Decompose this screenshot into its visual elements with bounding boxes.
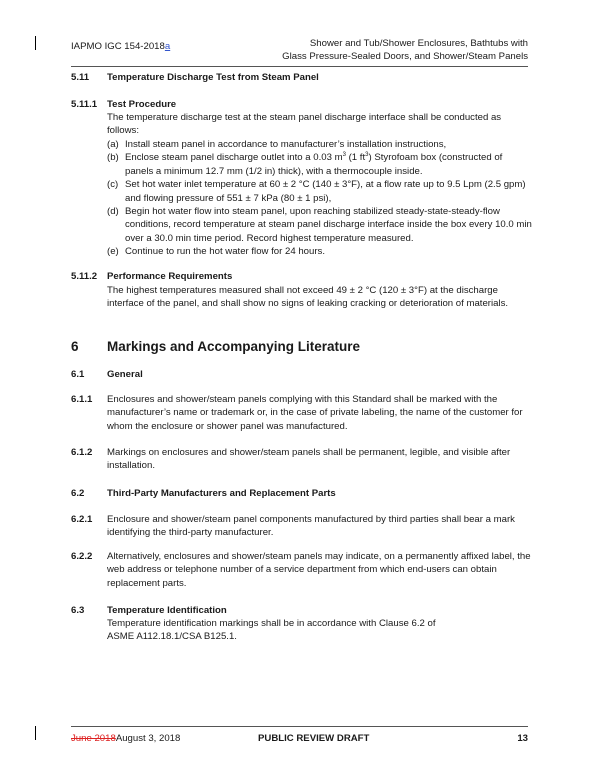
superscript-3: 3 [365,152,369,159]
section-6-number: 6 [71,339,79,354]
list-item-text-mid: (1 ft [345,152,366,164]
section-6-2-1-number: 6.2.1 [71,514,93,525]
section-6-3-line1: Temperature identification markings shall be in accordance with Clause 6.2 of [107,618,436,629]
list-item-label: (b) [107,152,119,164]
section-6-2-2-text: Alternatively, enclosures and shower/steam panels may indicate, on a permanently affixed label, the web address or telephone number of a service department from which end-users can obtain replacement parts. [107,551,531,589]
list-item [107,245,532,258]
list-item-text: Install steam panel in accordance to manufacturer’s installation instructions, [125,139,447,150]
section-5-11-1-number: 5.11.1 [71,99,98,110]
header-doc-id-insert: a [164,41,171,52]
list-item-label: (a) [107,139,119,150]
change-bar-top [35,36,36,50]
footer-status: PUBLIC REVIEW DRAFT [258,733,370,744]
list-item [107,138,532,151]
header-title-line2: Glass Pressure-Sealed Doors, and Shower/Steam Panels [282,51,528,63]
list-item-text: Continue to run the hot water flow for 24 hours. [125,246,325,258]
header-rule [71,66,528,67]
section-6-title: Markings and Accompanying Literature [107,339,361,354]
header-title-line1: Shower and Tub/Shower Enclosures, Bathtubs with [309,38,528,49]
footer-date [71,732,180,745]
section-6-2-number: 6.2 [71,488,85,499]
header-doc-id-text: IAPMO IGC 154-2018 [71,41,165,52]
change-bar-bottom [35,726,36,740]
section-6-2-1-text: Enclosure and shower/steam panel components manufactured by third parties shall bear a mark identifying the third-party manufacturer. [107,514,515,539]
footer-date-inserted: August 3, 2018 [115,733,181,744]
section-5-11-number: 5.11 [71,72,90,83]
list-item [107,151,532,178]
header-title [228,37,528,64]
list-item [107,178,532,205]
section-5-11-2-text: The highest temperatures measured shall not exceed 49 ± 2 °C (120 ± 3°F) at the discharge interface of the panel, and shall show no signs of leaking cracking or deterioration of materials. [107,285,509,310]
list-item-text: Begin hot water flow into steam panel, upon reaching stabilized steady-state-steady-flow conditions, record temperature at steam panel discharge interface inside the box every 10.0 min over a 30.0 min time period. Record highest temperature measured. [125,206,532,244]
list-item-label: (d) [107,206,119,218]
list-item-label: (c) [107,179,119,191]
section-5-11-1-title: Test Procedure [107,99,177,110]
list-item-text: Set hot water inlet temperature at 60 ± 2 °C (140 ± 3°F), at a flow rate up to 9.5 Lpm (2.5 gpm) and flowing pressure of 551 ± 7 kPa (80 ± 1 psi), [125,179,526,204]
section-5-11-title: Temperature Discharge Test from Steam Panel [107,72,319,83]
section-5-11-2-number: 5.11.2 [71,271,98,282]
test-procedure-list [107,138,532,259]
section-5-11-1-intro: The temperature discharge test at the steam panel discharge interface shall be conducted as follows: [107,112,502,137]
section-6-1-title: General [107,369,143,380]
section-6-2-2-number: 6.2.2 [71,551,93,562]
section-6-3-title: Temperature Identification [107,605,227,616]
list-item-label: (e) [107,246,119,258]
list-item [107,205,532,245]
superscript-3: 3 [342,152,346,159]
list-item-text-post: ) Styrofoam box (constructed of panels a minimum 12.7 mm (1/2 in) thick), with a thermocouple inside. [125,152,503,177]
header-doc-id [71,40,170,53]
footer-rule [71,726,528,727]
section-6-2-title: Third-Party Manufacturers and Replacement Parts [107,488,336,499]
section-6-1-number: 6.1 [71,369,85,380]
section-6-1-1-text: Enclosures and shower/steam panels complying with this Standard shall be marked with the manufacturer’s name or trademark or, in the case of private labeling, the name of the customer for whom the enclosure or shower panel was manufactured. [107,394,523,432]
section-6-3-line2: ASME A112.18.1/CSA B125.1. [107,631,237,642]
footer-date-deleted: June 2018 [71,733,116,744]
list-item-text-pre: Enclose steam panel discharge outlet into a 0.03 m [125,152,343,164]
page-number: 13 [517,733,528,744]
section-6-3-number: 6.3 [71,605,85,616]
section-6-1-2-number: 6.1.2 [71,447,93,458]
section-6-1-1-number: 6.1.1 [71,394,93,405]
section-6-1-2-text: Markings on enclosures and shower/steam panels shall be permanent, legible, and visible after installation. [107,447,511,472]
section-5-11-2-title: Performance Requirements [107,271,233,282]
